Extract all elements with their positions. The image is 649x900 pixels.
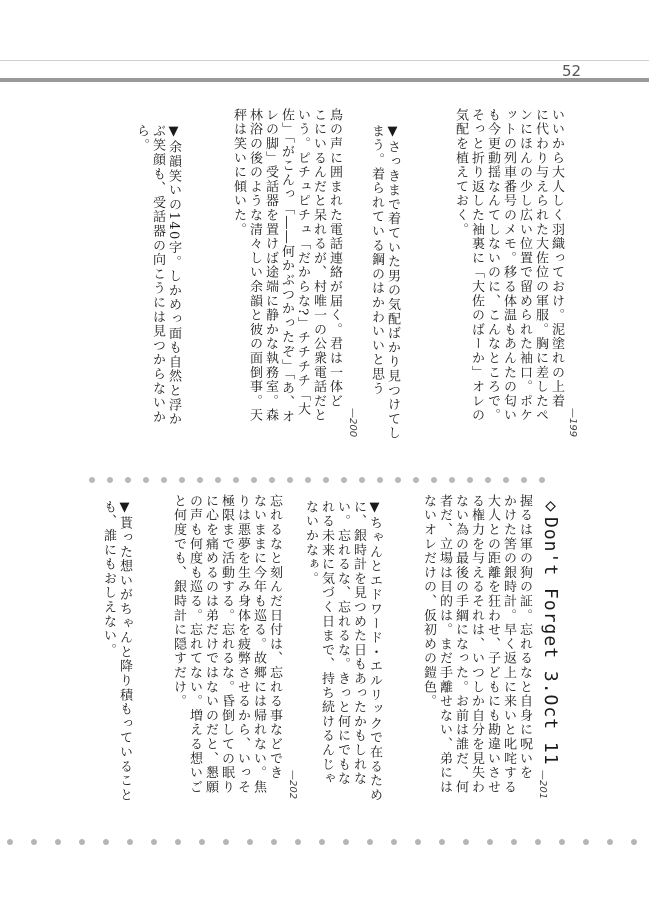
piece-202-note: ▼貰った想いがちゃんと降り積もっていること も、誰にもおしえない。 bbox=[101, 500, 132, 803]
piece-body: 鳥の声に囲まれた電話連絡が届く。君は一体ど こにいるんだと呆れるが、村唯一の公衆電話だと いう。ピチュピチュ「だからな?」チチチチ「大 佐」「がこんっ「――何かぶつかったぞ」「あ、オ レの脚」受話器を置けば途端に静かな執務室。森 林浴の後のような清々しい余韻と彼の面倒事。天 秤は笑いに傾いた。 bbox=[231, 108, 342, 424]
piece-200-note: ▼余韻笑いの140字。しかめっ面も自然と浮か ぶ笑顔も、受話器の向こうには見つからないか ら。 bbox=[134, 124, 181, 427]
piece-199-note: ▼さっきまで着ていた男の気配ばかり見つけてし まう。着られている鋼のはかわいいと思う bbox=[369, 124, 400, 441]
piece-body: 忘れるなと刻んだ日付は、忘れる事などでき ないままに今年も巡る。故郷には帰れない。焦 りは悪夢を生み身体を疲弊させるから、いっそ 極限まで活動する。忘れるな。昏倒しての眠り に心を痛めるのは弟だけではないのだと、懇願 の声も何度も巡る。忘れてない。増える想いご と何度でも、銀時計に隠すだけ。 bbox=[171, 494, 282, 795]
header-rule bbox=[0, 78, 649, 82]
piece-201 bbox=[392, 492, 550, 812]
page-number: 52 bbox=[562, 62, 582, 80]
footer-divider bbox=[0, 836, 649, 848]
piece-number: —199 bbox=[567, 408, 578, 438]
piece-body: いいから大人しく羽織っておけ。泥塗れの上着 に代わり与えられた大佐位の軍服。胸に差したペ ンにほんの少し広い位置で留められた袖口。ポケ ットの列車番号のメモ。移る体温もあんたの匂い も今更動揺なんてしないのに、こんなところで。 そっと折り返した袖裏に「大佐のばーか」オレの 気配を植えておく。 bbox=[453, 108, 564, 423]
piece-202 bbox=[140, 492, 300, 812]
piece-201-note: ▼ちゃんとエドワード・エルリックで在るため に、銀時計を見つめた日もあったかもしれな い。忘れるな、忘れるな。きっと何にでもな れる未来に気づく日まで、持ち続けるんじゃ ないかなぁ。 bbox=[303, 500, 382, 803]
section-heading: ◇Don't Forget 3.Oct 11 bbox=[540, 495, 561, 766]
piece-number: —201 bbox=[537, 770, 548, 800]
piece-body: 握るは軍の狗の証。忘れるなと自身に呪いを かけた筈の銀時計。早く返上に来いと叱咤する 大人との距離を狂わせ、子どもにも勘違いさせ る権力を与えるそれは、いつしか自分を見失わ ない為の最後の手綱になった。お前は誰だ、何 者だ、立場は目的は。まだ手離せない、弟には ないオレだけの、仮初めの鎧色。 bbox=[421, 494, 532, 795]
piece-199 bbox=[430, 108, 580, 458]
piece-number: —200 bbox=[347, 408, 358, 438]
piece-number: —202 bbox=[287, 770, 298, 800]
droplet-divider bbox=[86, 473, 646, 487]
piece-200 bbox=[200, 108, 360, 458]
header-rule-thin bbox=[0, 60, 649, 61]
